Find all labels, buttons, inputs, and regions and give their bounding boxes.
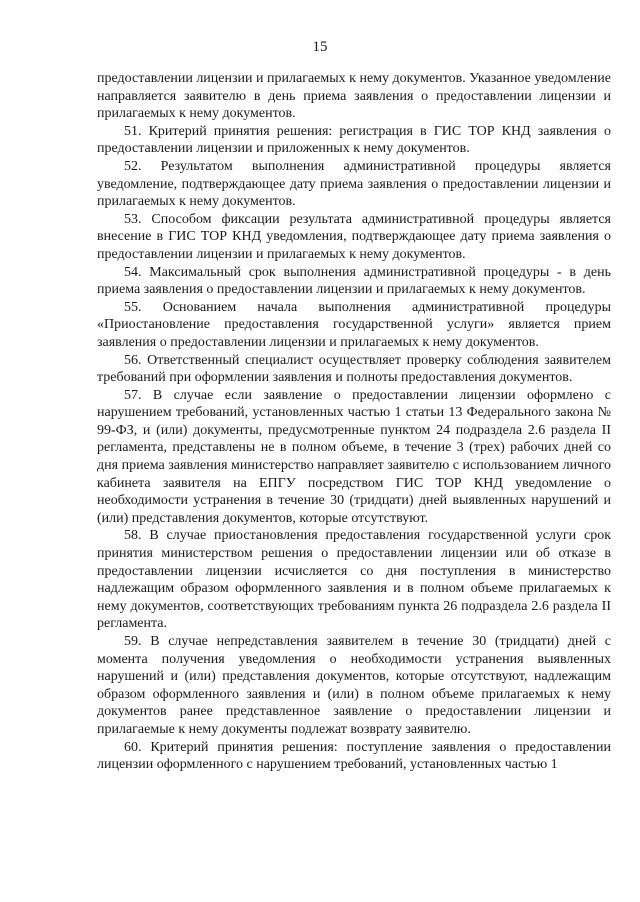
paragraph-57: 57. В случае если заявление о предоставлении лицензии оформлено с нарушением требований, установленных частью 1 статьи 13 Федерального закона № 99-ФЗ, и (или) документы, предусмотренные пунктом 24 подраздела 2.6 раздела II регламента, представлены не в полном объеме, в течение 3 (трех) рабочих дней со дня приема заявления министерство направляет заявителю с использованием личного кабинета заявителя на ЕПГУ посредством ГИС ТОР КНД уведомление о необходимости устранения в течение 30 (тридцати) дней выявленных нарушений и (или) представления документов, которые отсутствуют.: [97, 387, 611, 526]
paragraph-53: 53. Способом фиксации результата административной процедуры является внесение в ГИС ТОР КНД уведомления, подтверждающее дату приема заявления о предоставлении лицензии и прилагаемых к нему документов.: [97, 211, 611, 262]
page-number: 15: [312, 39, 328, 55]
paragraph-51: 51. Критерий принятия решения: регистрация в ГИС ТОР КНД заявления о предоставлении лицензии и приложенных к нему документов.: [97, 123, 611, 157]
paragraph-59: 59. В случае непредставления заявителем в течение 30 (тридцати) дней с момента получения уведомления о необходимости устранения выявленных нарушений и (или) представления документов, которые отсутствуют, надлежащим образом оформленного заявления и (или) в полном объеме прилагаемых к нему документов ранее представленное заявление о предоставлении лицензии и прилагаемые к нему документы подлежат возврату заявителю.: [97, 634, 611, 737]
paragraph-60: 60. Критерий принятия решения: поступление заявления о предоставлении лицензии оформленного с нарушением требований, установленных частью 1: [97, 739, 611, 773]
document-body: [97, 70, 611, 774]
paragraph-55: 55. Основанием начала выполнения административной процедуры «Приостановление предоставления государственной услуги» является прием заявления о предоставлении лицензии и прилагаемых к нему документов.: [97, 299, 611, 350]
paragraph-continuation: предоставлении лицензии и прилагаемых к нему документов. Указанное уведомление направляется заявителю в день приема заявления о предоставлении лицензии и прилагаемых к нему документов.: [97, 71, 611, 122]
paragraph-52: 52. Результатом выполнения административной процедуры является уведомление, подтверждающее дату приема заявления о предоставлении лицензии и прилагаемых к нему документов.: [97, 158, 611, 210]
paragraph-54: 54. Максимальный срок выполнения административной процедуры - в день приема заявления о предоставлении лицензии и прилагаемых к нему документов.: [97, 264, 611, 298]
paragraph-58: 58. В случае приостановления предоставления государственной услуги срок принятия министерством решения о предоставлении лицензии или об отказе в предоставлении лицензии исчисляется со дня поступления в министерство надлежащим образом оформленного заявления и в полном объеме прилагаемых к нему документов, соответствующих требованиям пункта 26 подраздела 2.6 раздела II регламента.: [97, 528, 611, 632]
paragraph-56: 56. Ответственный специалист осуществляет проверку соблюдения заявителем требований при оформлении заявления и полноты предоставления документов.: [97, 352, 611, 386]
